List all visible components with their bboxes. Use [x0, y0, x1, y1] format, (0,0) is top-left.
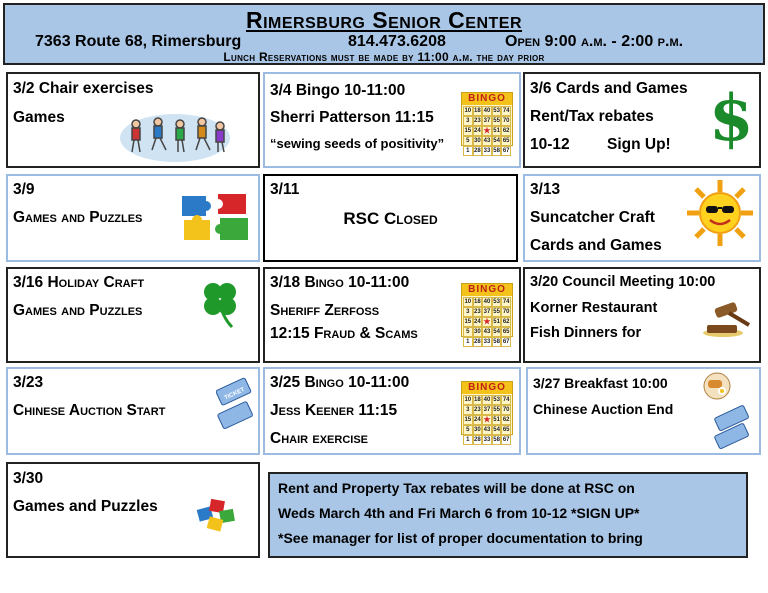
sun-icon [685, 178, 755, 248]
bingo-number: 62 [502, 128, 510, 134]
bingo-number: 40 [483, 397, 491, 403]
event-detail-2: 12:15 Fraud & Scams [270, 325, 418, 342]
bingo-number: 28 [474, 339, 481, 345]
bingo-number: 24 [474, 417, 481, 423]
bingo-number: 70 [502, 118, 510, 124]
bingo-number: 10 [464, 397, 472, 403]
cell-3-2 [6, 72, 260, 168]
bingo-number: 10 [464, 108, 472, 114]
bingo-number: 62 [502, 319, 510, 325]
bingo-card-icon [461, 283, 513, 345]
event-detail: Chinese Auction End [533, 401, 674, 417]
address: 7363 Route 68, Rimersburg [35, 33, 242, 50]
bingo-number: 3 [463, 116, 473, 126]
bingo-number: 54 [493, 138, 500, 144]
event-title: 3/2 Chair exercises [13, 80, 154, 97]
event-title: 3/16 Holiday Craft [13, 274, 145, 291]
cell-3-9 [6, 174, 260, 262]
bingo-number: 23 [474, 309, 481, 315]
bingo-number: 55 [493, 118, 500, 124]
bingo-number: 23 [474, 118, 481, 124]
ticket-label: TICKET [223, 386, 246, 402]
bingo-number: 24 [474, 128, 481, 134]
lunch-note: Lunch Reservations must be made by 11:00 a.m. the day prior [223, 50, 545, 64]
bingo-number: 70 [502, 309, 510, 315]
event-detail: Games and Puzzles [13, 302, 143, 319]
hours: Open 9:00 a.m. - 2:00 p.m. [505, 33, 684, 50]
gavel-icon [697, 299, 753, 339]
event-title: 3/18 Bingo 10-11:00 [270, 274, 410, 291]
breakfast-icon [700, 371, 734, 401]
bingo-number: 10 [464, 299, 472, 305]
tickets-icon [712, 405, 752, 449]
bingo-title: BINGO [462, 93, 512, 105]
bingo-number: ★ [483, 415, 491, 424]
event-detail: Games [13, 109, 65, 126]
event-title: 3/20 Council Meeting 10:00 [530, 274, 716, 290]
cell-3-30 [6, 462, 260, 558]
bingo-number: 23 [474, 407, 481, 413]
event-title: 3/30 [13, 470, 44, 487]
bingo-number: 65 [502, 427, 510, 433]
bingo-number: 1 [463, 435, 473, 445]
event-detail: Jess Keener 11:15 [270, 402, 398, 419]
bingo-number: 67 [502, 148, 510, 154]
sign-up-text: Sign Up! [607, 136, 671, 153]
bingo-title: BINGO [462, 382, 512, 394]
event-title: 3/9 [13, 181, 35, 198]
exercise-people-icon [118, 108, 233, 163]
event-title: 3/13 [530, 181, 561, 198]
cell-3-13 [523, 174, 761, 262]
bingo-number: 62 [502, 417, 510, 423]
bingo-number: ★ [483, 126, 491, 135]
bingo-number: 51 [493, 319, 500, 325]
event-detail: Games and Puzzles [13, 209, 143, 226]
bingo-card-icon [461, 381, 513, 443]
bingo-number: 40 [483, 108, 491, 114]
cell-3-6 [523, 72, 761, 168]
bingo-number: 67 [502, 437, 510, 443]
bingo-number: 55 [493, 309, 500, 315]
bingo-number: 37 [483, 309, 491, 315]
event-title: 3/23 [13, 374, 44, 391]
cell-3-27 [526, 367, 761, 455]
cell-3-25 [263, 367, 521, 455]
bingo-number: 28 [474, 437, 481, 443]
bingo-number: 1 [463, 146, 473, 156]
bingo-title: BINGO [462, 284, 512, 296]
phone-number: 814.473.6208 [348, 33, 446, 50]
cell-3-11 [263, 174, 518, 262]
event-detail: Chinese Auction Start [13, 402, 166, 419]
tickets-icon [216, 377, 256, 433]
bingo-number: 5 [463, 327, 473, 337]
bingo-number: 18 [474, 108, 481, 114]
bingo-number: 67 [502, 339, 510, 345]
notice-line-2: Weds March 4th and Fri March 6 from 10-12 *SIGN UP* [278, 505, 640, 521]
rebate-notice [268, 472, 748, 558]
bingo-number: 5 [463, 425, 473, 435]
bingo-number: 58 [493, 437, 500, 443]
bingo-number: 18 [474, 397, 481, 403]
bingo-number: 33 [483, 339, 491, 345]
center-title: Rimersburg Senior Center [245, 7, 523, 33]
event-detail-2: Cards and Games [530, 237, 662, 254]
notice-line-1: Rent and Property Tax rebates will be done at RSC on [278, 480, 635, 496]
bingo-number: 30 [474, 138, 481, 144]
event-time: 10-12 [530, 136, 570, 153]
cell-3-18 [263, 267, 521, 363]
bingo-number: 70 [502, 407, 510, 413]
bingo-number: 37 [483, 407, 491, 413]
event-title: 3/6 Cards and Games [530, 80, 688, 97]
event-detail: Rent/Tax rebates [530, 108, 654, 125]
bingo-number: ★ [483, 317, 491, 326]
bingo-number: 54 [493, 329, 500, 335]
bingo-number: 53 [493, 108, 500, 114]
header-banner [3, 3, 765, 65]
puzzle-cluster-icon [194, 496, 240, 536]
event-detail: Sheriff Zerfoss [270, 302, 380, 319]
event-title: 3/4 Bingo 10-11:00 [270, 82, 406, 99]
bingo-number: 58 [493, 148, 500, 154]
event-detail: Korner Restaurant [530, 300, 658, 316]
event-subtitle: “sewing seeds of positivity” [270, 136, 445, 151]
bingo-number: 40 [483, 299, 491, 305]
event-detail: Suncatcher Craft [530, 209, 655, 226]
notice-line-3: *See manager for list of proper documentation to bring [278, 530, 643, 546]
bingo-number: 33 [483, 437, 491, 443]
event-detail-2: Chair exercise [270, 430, 369, 447]
event-detail: Games and Puzzles [13, 498, 158, 515]
bingo-number: 43 [483, 329, 491, 335]
bingo-number: 33 [483, 148, 491, 154]
shamrock-icon [198, 277, 242, 329]
bingo-number: 30 [474, 329, 481, 335]
event-detail-2: Fish Dinners for [530, 325, 642, 341]
bingo-number: 37 [483, 118, 491, 124]
bingo-number: 24 [474, 319, 481, 325]
bingo-number: 74 [502, 299, 510, 305]
cell-3-4 [263, 72, 521, 168]
bingo-number: 43 [483, 138, 491, 144]
cell-3-16 [6, 267, 260, 363]
bingo-number: 58 [493, 339, 500, 345]
bingo-number: 65 [502, 138, 510, 144]
closed-notice: RSC Closed [343, 209, 438, 228]
event-title: 3/11 [270, 181, 300, 198]
event-title: 3/25 Bingo 10-11:00 [270, 374, 410, 391]
bingo-card-icon [461, 92, 513, 154]
bingo-number: 3 [463, 307, 473, 317]
dollar-sign-icon: $ [709, 81, 754, 156]
event-detail: Sherri Patterson 11:15 [270, 109, 434, 126]
bingo-number: 74 [502, 108, 510, 114]
bingo-number: 53 [493, 299, 500, 305]
bingo-number: 15 [464, 319, 472, 325]
bingo-number: 1 [463, 337, 473, 347]
bingo-number: 54 [493, 427, 500, 433]
bingo-number: 3 [463, 405, 473, 415]
bingo-number: 28 [474, 148, 481, 154]
bingo-number: 43 [483, 427, 491, 433]
bingo-number: 53 [493, 397, 500, 403]
bingo-number: 15 [464, 128, 472, 134]
bingo-number: 5 [463, 136, 473, 146]
bingo-number: 74 [502, 397, 510, 403]
cell-3-23 [6, 367, 260, 455]
bingo-number: 51 [493, 128, 500, 134]
bingo-number: 30 [474, 427, 481, 433]
event-title: 3/27 Breakfast 10:00 [533, 375, 668, 391]
bingo-number: 65 [502, 329, 510, 335]
bingo-number: 51 [493, 417, 500, 423]
bingo-number: 18 [474, 299, 481, 305]
bingo-number: 55 [493, 407, 500, 413]
bingo-number: 15 [464, 417, 472, 423]
puzzle-pieces-icon [180, 192, 252, 244]
cell-3-20 [523, 267, 761, 363]
